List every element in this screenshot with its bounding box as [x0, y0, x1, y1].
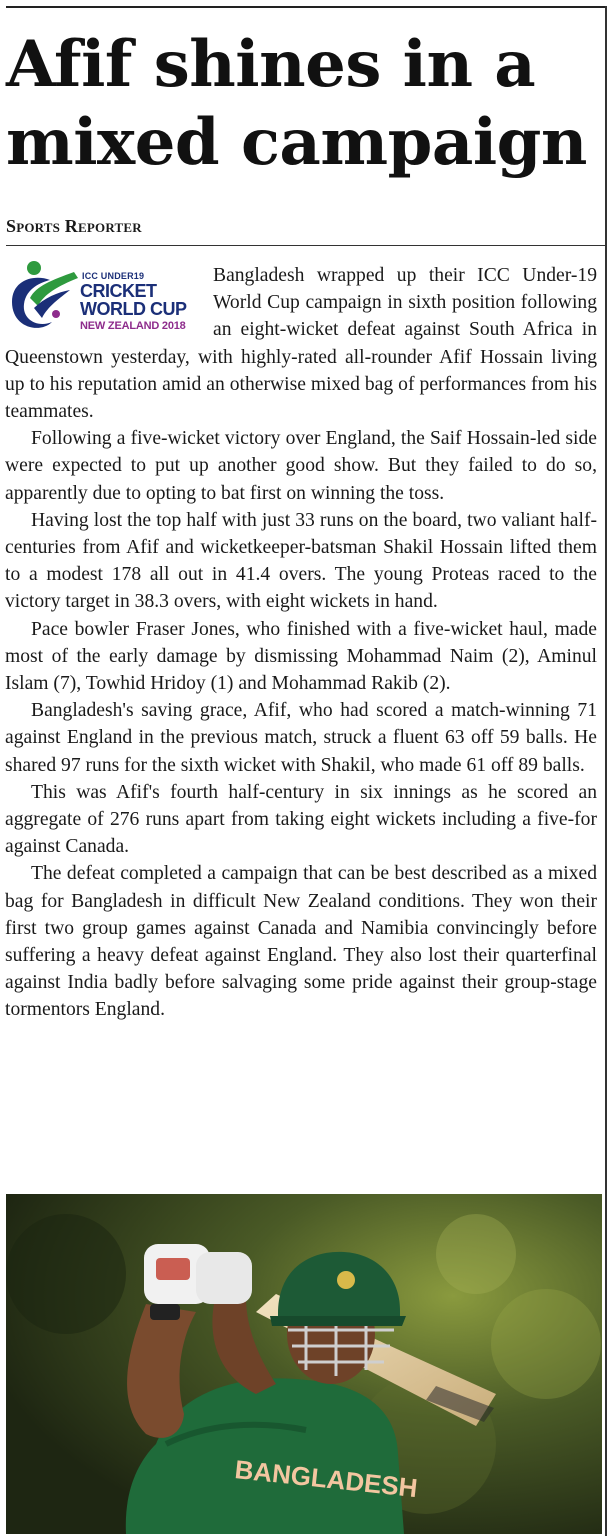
logo-line-2: CRICKET [80, 281, 157, 301]
logo-line-1: ICC UNDER19 [82, 271, 145, 281]
paragraph: Bangladesh wrapped up their ICC Under-19 World Cup campaign in sixth position following an eight-wicket defeat against South Africa in Queenstown yesterday, with highly-rated all-rounder Afif Hossain living up to his reputation amid an otherwise mixed bag of performances from his teammates. [5, 265, 597, 423]
logo-spacer [5, 262, 205, 336]
paragraph: This was Afif's fourth half-century in six innings as he scored an aggregate of 276 runs apart from taking eight wickets including a five-for against Canada. [5, 781, 597, 858]
top-rule [6, 6, 606, 8]
shirt-lettering: BANGLADESH [233, 1454, 419, 1504]
byline-rule [6, 245, 606, 246]
headline: Afif shines in a mixed campaign [6, 27, 587, 180]
logo-line-4: NEW ZEALAND 2018 [80, 320, 186, 332]
paragraph: Following a five-wicket victory over England, the Saif Hossain-led side were expected to put up another good show. But they failed to do so, apparently due to opting to bat first on winning the toss. [5, 428, 597, 504]
paragraph: The defeat completed a campaign that can be best described as a mixed bag for Bangladesh in difficult New Zealand conditions. They won their first two group games against Canada and Namibia convincingly before suffering a heavy defeat against England. They also lost their quarterfinal against India badly before salvaging some pride against their group-stage tormentors England. [5, 863, 597, 1021]
column-rule [605, 6, 607, 1536]
paragraph: Pace bowler Fraser Jones, who finished with a five-wicket haul, made most of the early damage by dismissing Mohammad Naim (2), Aminul Islam (7), Towhid Hridoy (1) and Mohammad Rakib (2). [5, 618, 597, 695]
paragraph: Having lost the top half with just 33 runs on the board, two valiant half-centuries from Afif and wicketkeeper-batsman Shakil Hossain lifted them to a modest 178 all out in 41.4 overs. The young Proteas raced to the victory target in 38.3 overs, with eight wickets in hand. [5, 509, 597, 613]
logo-line-3: WORLD CUP [80, 299, 187, 319]
batsman-photo-illustration [6, 1194, 602, 1534]
paragraph: Bangladesh's saving grace, Afif, who had scored a match-winning 71 against England in the previous match, struck a fluent 63 off 59 balls. He shared 97 runs for the sixth wicket with Shakil, who made 61 off 89 balls. [5, 700, 597, 776]
byline: Sports Reporter [6, 216, 142, 236]
article-body [5, 262, 597, 1024]
batsman-photo [6, 1194, 602, 1534]
